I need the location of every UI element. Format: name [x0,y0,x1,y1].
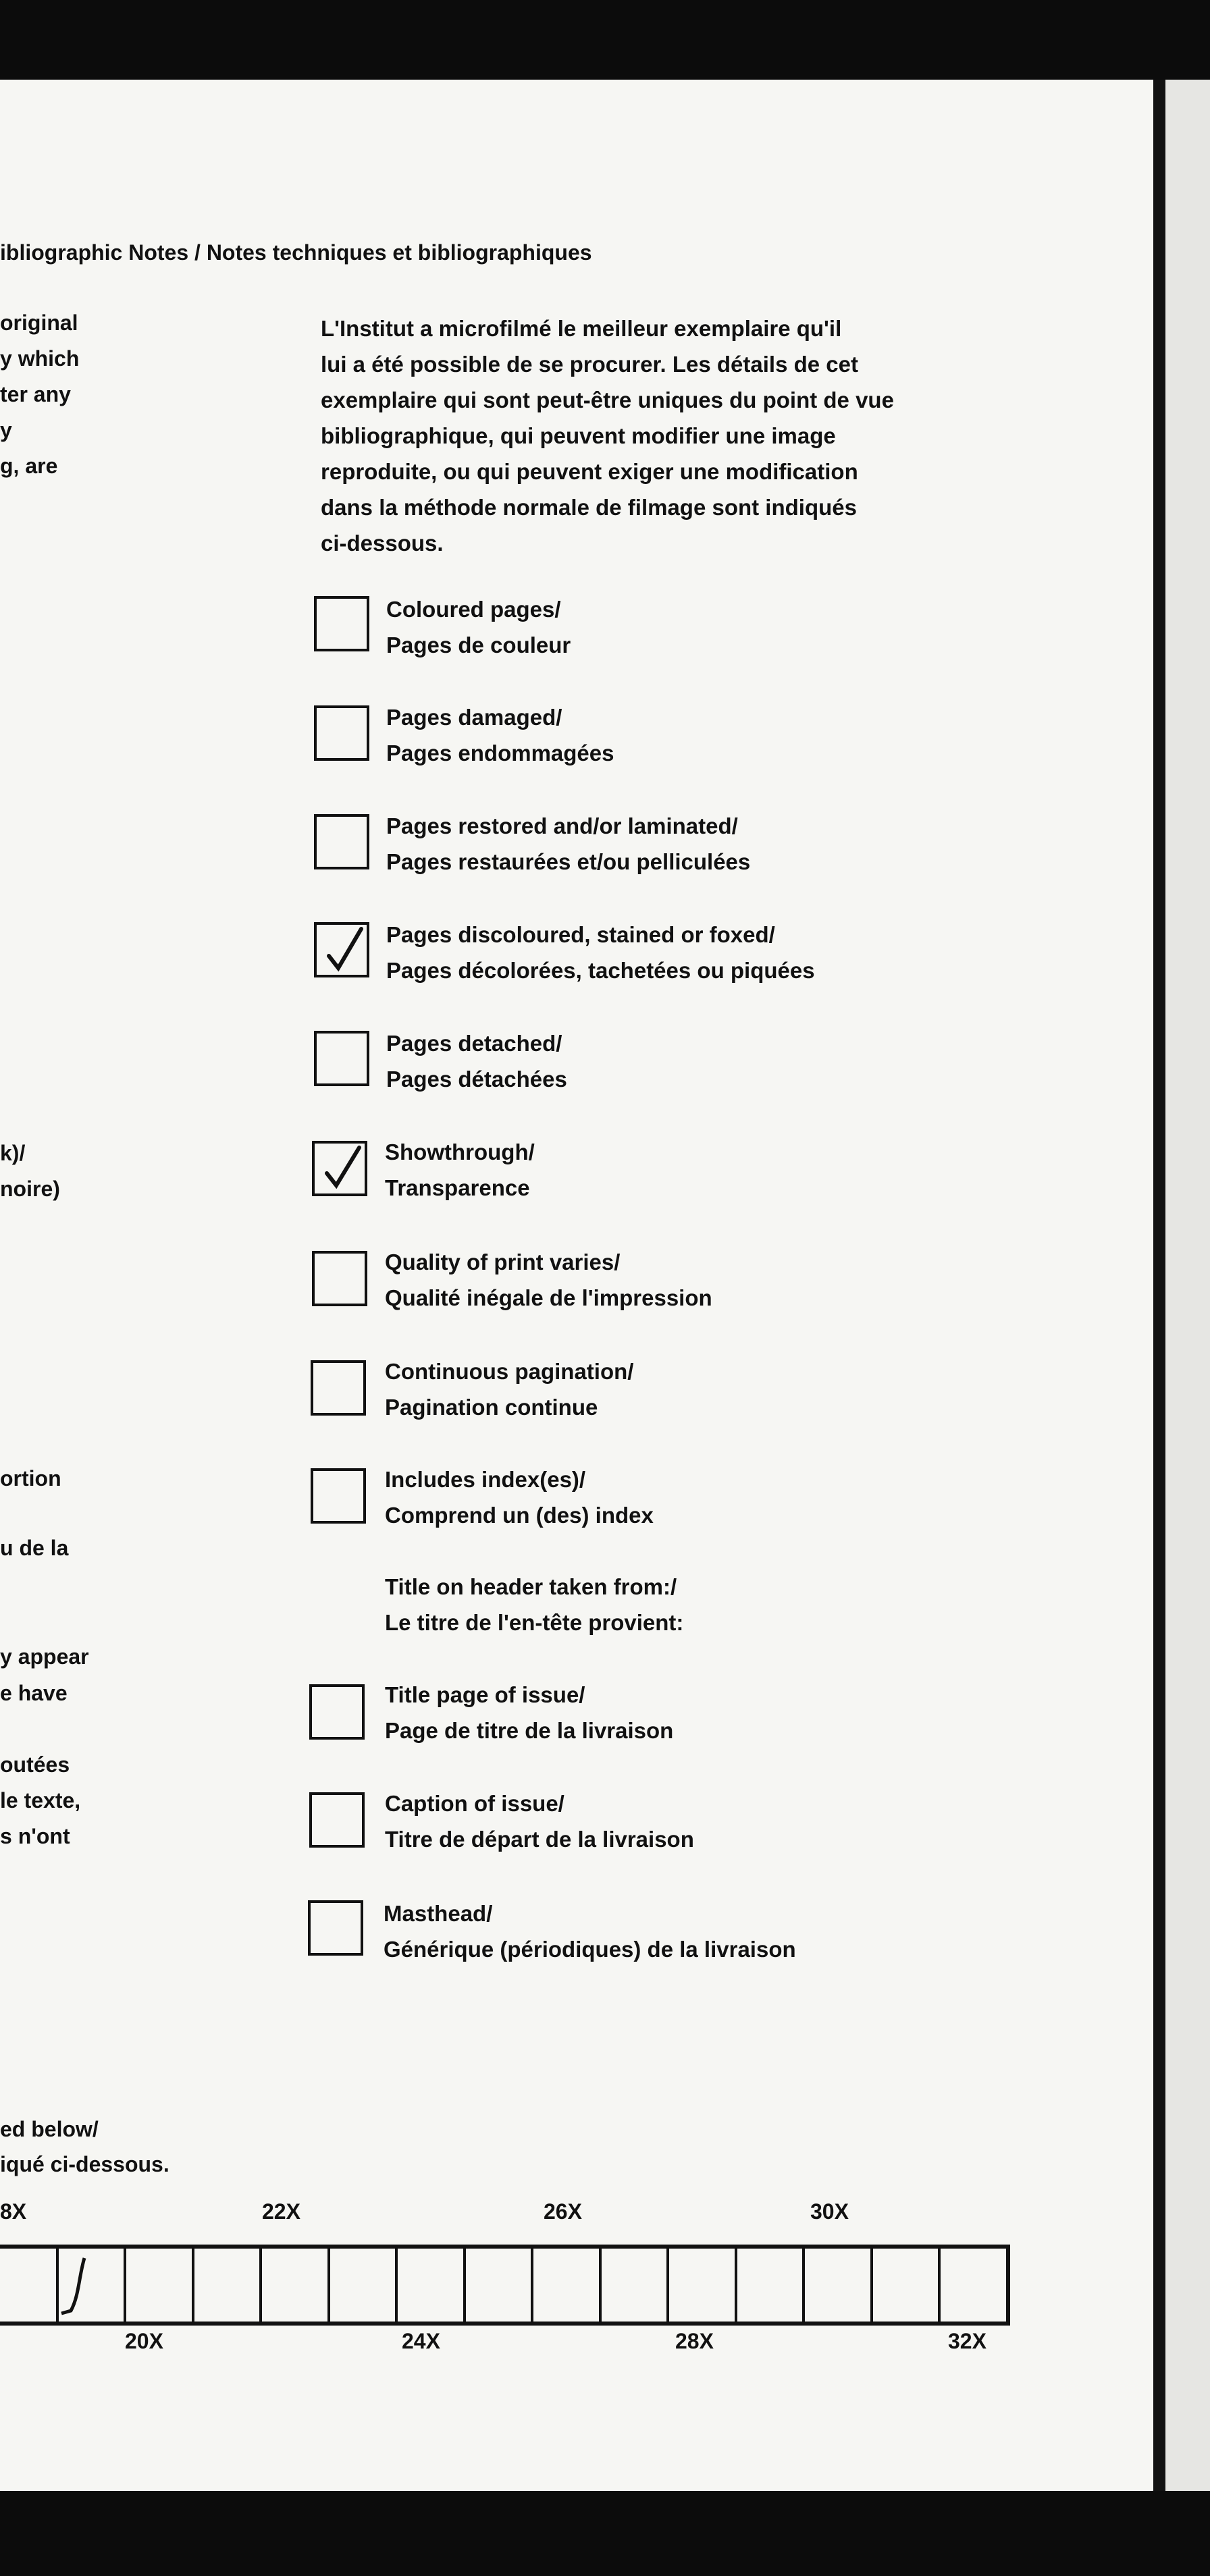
title-on-header-note [385,1569,683,1640]
scale-cell [398,2249,466,2322]
left-fragment: outées [0,1752,70,1777]
option-pages-detached [386,1025,567,1097]
intro-line: L'Institut a microfilmé le meilleur exemplaire qu'il [321,316,842,341]
intro-line: exemplaire qui sont peut-être uniques du point de vue [321,387,894,412]
left-fragment: noire) [0,1177,60,1201]
scale-cell [466,2249,534,2322]
scale-cell [533,2249,602,2322]
option-label-fr: Pagination continue [385,1395,598,1420]
option-label-en: Caption of issue/ [385,1791,564,1816]
scale-cell [262,2249,330,2322]
option-label-en: Masthead/ [384,1901,493,1926]
option-pages-damaged [386,699,614,771]
scale-cell [0,2249,59,2322]
intro-paragraph [321,311,894,561]
scale-cell [602,2249,670,2322]
option-label-fr: Qualité inégale de l'impression [385,1285,712,1310]
left-fragment: y appear [0,1644,89,1669]
scale-label-bottom: 32X [948,2329,987,2353]
left-fragment: g, are [0,454,58,478]
option-includes-index [385,1461,654,1533]
scan-border-top [0,0,1210,80]
checkbox-includes-index[interactable] [311,1468,366,1524]
option-label-fr: Pages décolorées, tachetées ou piquées [386,958,815,983]
checkbox-continuous-pagination[interactable] [311,1360,366,1416]
scale-label-bottom: 20X [125,2329,163,2353]
filmed-reduction-note [0,2112,169,2182]
option-caption-of-issue [385,1786,694,1857]
header-note-fr: Le titre de l'en-tête provient: [385,1610,684,1635]
scale-cell [669,2249,737,2322]
option-label-en: Includes index(es)/ [385,1467,586,1492]
scale-label-top: 22X [262,2199,300,2224]
checkmark-icon [317,925,367,975]
left-fragment: ter any [0,382,71,406]
option-label-en: Quality of print varies/ [385,1250,621,1274]
left-fragment: y which [0,346,80,371]
option-label-fr: Page de titre de la livraison [385,1718,674,1743]
left-fragment: k)/ [0,1141,26,1165]
checkbox-pages-damaged[interactable] [314,705,369,761]
intro-line: reproduite, ou qui peuvent exiger une modification [321,459,858,484]
note-line: ed below/ [0,2117,99,2141]
left-fragment: s n'ont [0,1824,70,1848]
option-label-fr: Titre de départ de la livraison [385,1827,694,1852]
intro-line: bibliographique, qui peuvent modifier une image [321,423,836,448]
checkbox-pages-restored[interactable] [314,814,369,869]
scale-cell [873,2249,941,2322]
checkbox-pages-discoloured[interactable] [314,922,369,977]
intro-line: dans la méthode normale de filmage sont indiqués [321,495,857,520]
intro-line: ci-dessous. [321,531,444,556]
intro-line: lui a été possible de se procurer. Les détails de cet [321,352,858,377]
scan-border-bottom [0,2491,1210,2576]
page-heading: ibliographic Notes / Notes techniques et bibliographiques [0,240,592,265]
note-line: iqué ci-dessous. [0,2152,169,2176]
header-note-en: Title on header taken from:/ [385,1574,677,1599]
left-fragment: le texte, [0,1788,81,1813]
scale-label-bottom: 24X [402,2329,440,2353]
scale-cell [126,2249,194,2322]
scale-label-top: 26X [544,2199,582,2224]
left-fragment: ortion [0,1466,61,1491]
left-fragment: original [0,311,78,335]
scale-cell [805,2249,873,2322]
scale-label-top: 30X [810,2199,849,2224]
scale-cell [194,2249,263,2322]
option-label-en: Title page of issue/ [385,1682,585,1707]
option-label-en: Pages restored and/or laminated/ [386,813,738,838]
option-label-en: Pages detached/ [386,1031,562,1056]
option-continuous-pagination [385,1353,633,1425]
option-label-en: Coloured pages/ [386,597,561,622]
option-label-fr: Transparence [385,1175,530,1200]
checkbox-title-page-of-issue[interactable] [309,1684,365,1740]
scan-border-right [1153,80,1165,2491]
option-label-fr: Comprend un (des) index [385,1503,654,1528]
scale-cell [737,2249,806,2322]
scale-label-bottom: 28X [675,2329,714,2353]
option-pages-restored [386,808,750,880]
checkmark-icon [315,1144,365,1193]
option-quality-of-print [385,1244,712,1316]
option-coloured-pages [386,591,571,663]
checkbox-pages-detached[interactable] [314,1031,369,1086]
scale-label-top: 8X [0,2199,27,2224]
option-label-en: Pages damaged/ [386,705,562,730]
option-label-fr: Générique (périodiques) de la livraison [384,1937,796,1962]
option-masthead [384,1896,796,1967]
checkbox-caption-of-issue[interactable] [309,1792,365,1848]
left-fragment: y [0,418,12,442]
scale-cell [59,2249,127,2322]
option-label-en: Pages discoloured, stained or foxed/ [386,922,775,947]
option-title-page-of-issue [385,1677,673,1748]
checkbox-masthead[interactable] [308,1900,363,1956]
option-pages-discoloured [386,917,815,988]
checkbox-coloured-pages[interactable] [314,596,369,651]
scale-marker-icon [59,2249,99,2322]
option-label-en: Showthrough/ [385,1139,535,1164]
scale-cell [941,2249,1006,2322]
option-label-en: Continuous pagination/ [385,1359,634,1384]
checkbox-showthrough[interactable] [312,1141,367,1196]
checkbox-quality-of-print[interactable] [312,1251,367,1306]
option-label-fr: Pages détachées [386,1067,567,1092]
option-showthrough [385,1134,535,1206]
reduction-scale-bar [0,2245,1010,2326]
scale-cell [330,2249,398,2322]
left-fragment: e have [0,1681,68,1705]
option-label-fr: Pages endommagées [386,741,614,766]
option-label-fr: Pages restaurées et/ou pelliculées [386,849,751,874]
left-fragment: u de la [0,1536,69,1560]
option-label-fr: Pages de couleur [386,633,571,658]
